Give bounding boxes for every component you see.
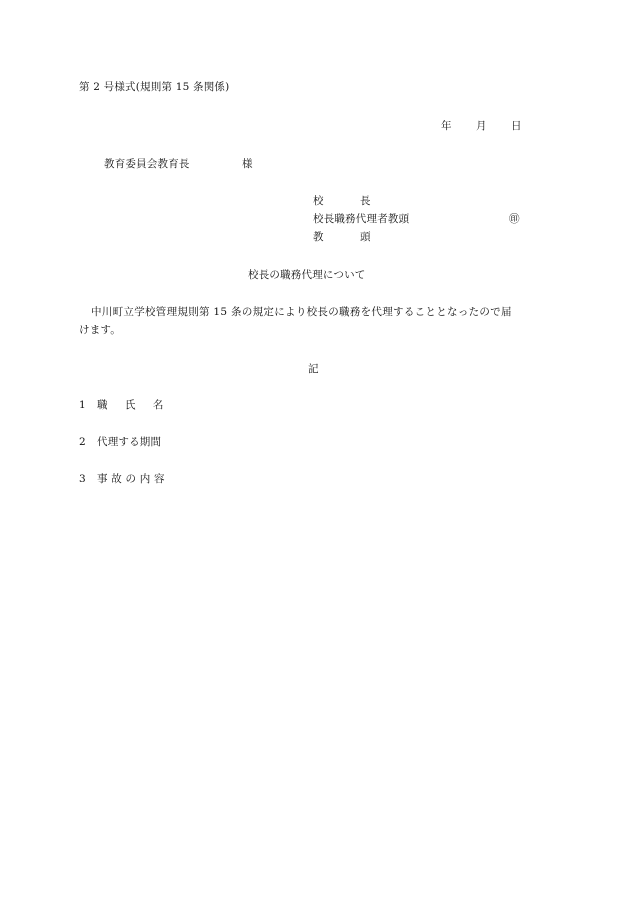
ki-heading: 記 — [308, 363, 319, 375]
principal-char-1: 校 — [313, 195, 324, 207]
item-number: 2 — [79, 436, 86, 448]
item-label: 職 氏 名 — [97, 399, 165, 411]
vice-principal-char-2: 頭 — [360, 231, 371, 243]
date-month: 月 — [476, 120, 487, 132]
document-subject: 校長の職務代理について — [248, 269, 366, 281]
item-number: 3 — [79, 473, 86, 485]
item-label: 代理する期間 — [97, 436, 162, 448]
seal-mark-icon: ㊞ — [509, 213, 520, 225]
date-day: 日 — [511, 120, 522, 132]
addressee-honorific: 様 — [242, 158, 253, 170]
principal-char-2: 長 — [360, 195, 371, 207]
item-number: 1 — [79, 399, 86, 411]
date-year: 年 — [441, 120, 452, 132]
addressee-title: 教育委員会教育長 — [104, 158, 190, 170]
form-number: 第 2 号様式(規則第 15 条関係) — [79, 81, 230, 93]
acting-principal-title: 校長職務代理者教頭 — [313, 213, 410, 225]
body-line-2: けます。 — [79, 324, 121, 336]
vice-principal-char-1: 教 — [313, 231, 324, 243]
item-label: 事 故 の 内 容 — [97, 473, 165, 485]
body-line-1: 中川町立学校管理規則第 15 条の規定により校長の職務を代理することとなったので届 — [91, 306, 512, 318]
